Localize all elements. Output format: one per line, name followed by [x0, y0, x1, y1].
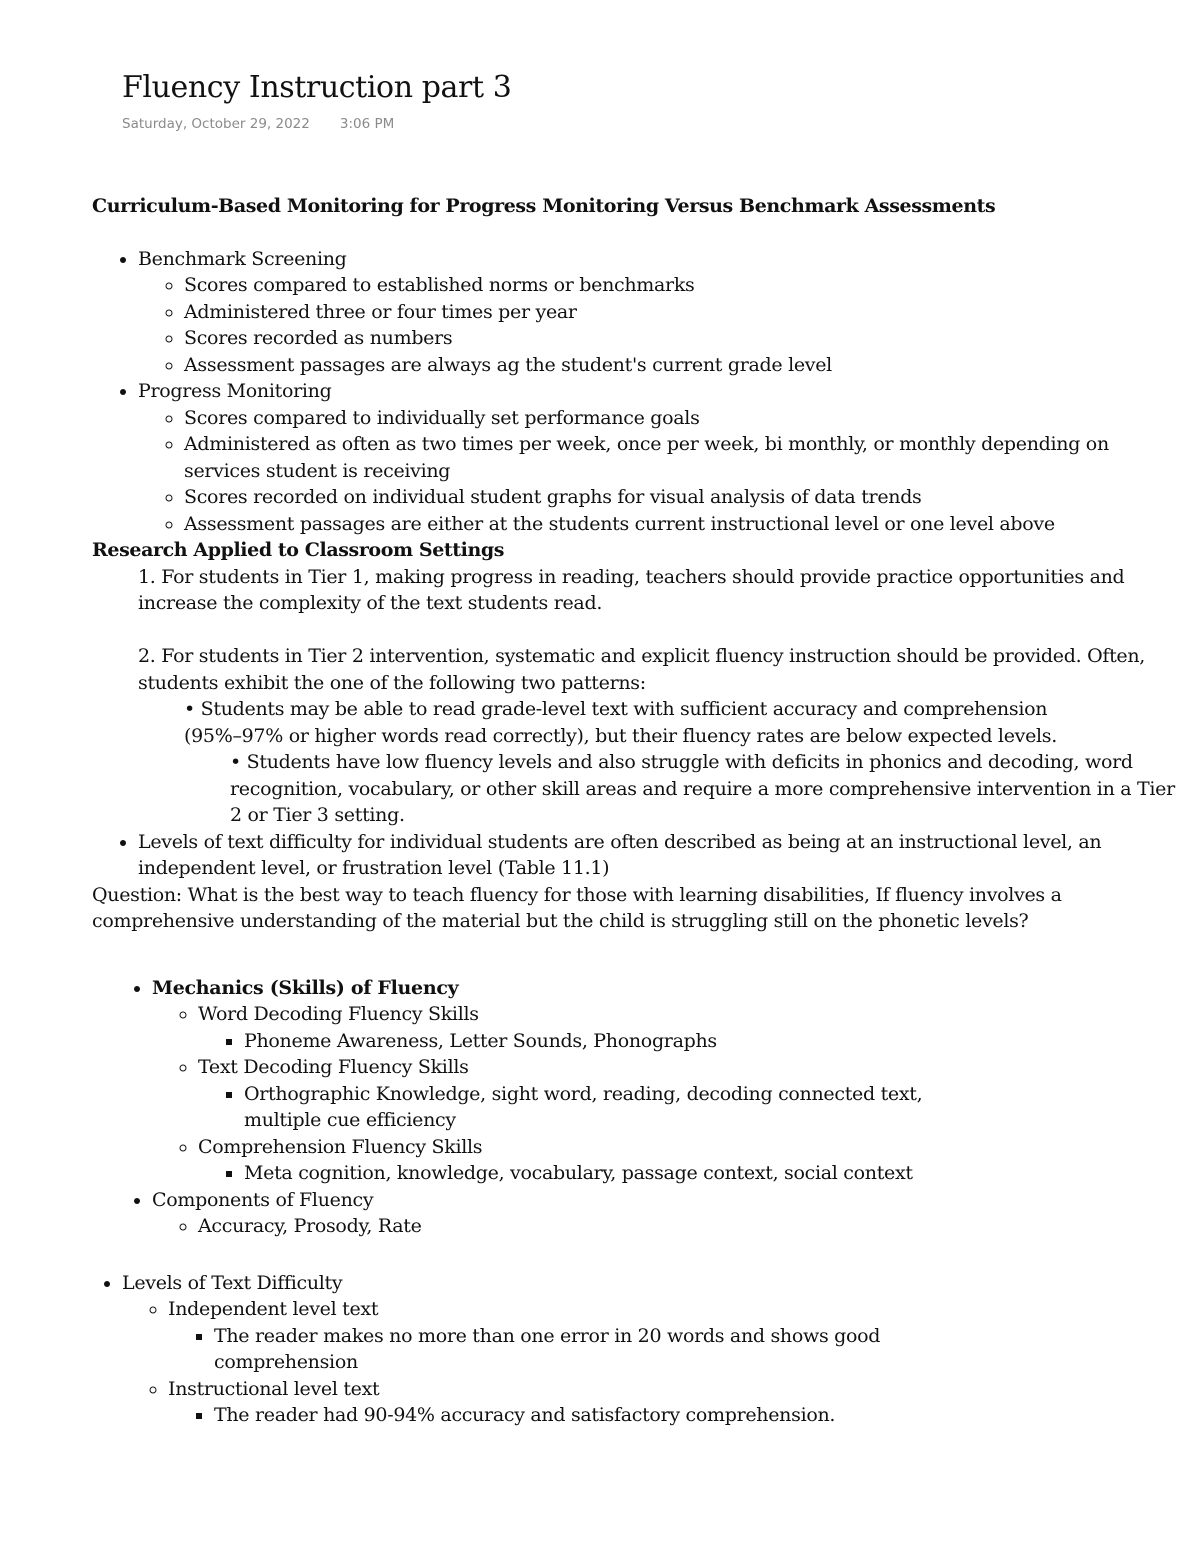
list-item: ◦ Independent level text ▪ The reader makes no more than one error in 20 words and shows good comprehension [168, 1296, 1192, 1376]
question-text: Question: What is the best way to teach fluency for those with learning disabilities, If fluency involves a comprehensive understanding of the material but the child is struggling still on the phonetic levels? [92, 883, 1062, 932]
cbm-list [92, 246, 1192, 538]
list-item: ▪ Meta cognition, knowledge, vocabulary, passage context, social context [244, 1160, 1192, 1187]
levels-list [92, 1270, 1192, 1429]
page-time: 3:06 PM [339, 116, 395, 132]
section-heading-research: Research Applied to Classroom Settings [92, 539, 505, 561]
list-item: ◦ Word Decoding Fluency Skills ▪ Phoneme Awareness, Letter Sounds, Phonographs [198, 1001, 1192, 1054]
note-body [92, 193, 1192, 1429]
list-item: • Progress Monitoring ◦ Scores compared to individually set performance goals ◦ Administered as often as two times per week, once per week, bi monthly, or monthly depending on services student is receiving ◦ Scores recorded on individual student graphs for visual analysis of data trends ◦ Assessment passages are either at the students current instructional level or one level above [138, 378, 1192, 537]
list-item: • Levels of text difficulty for individual students are often described as being at an instructional level, an independent level, or frustration level (Table 11.1) [138, 829, 1192, 882]
list-item: • Levels of Text Difficulty ◦ Independent level text ▪ The reader makes no more than one error in 20 words and shows good comprehension ◦ Instructional level text ▪ The reader had 90-94% accuracy and satisfactory comprehension. [122, 1270, 1192, 1429]
list-item: ◦ Accuracy, Prosody, Rate [198, 1213, 1192, 1240]
research-pattern-2: • Students have low fluency levels and also struggle with deficits in phonics and decoding, word recognition, vocabulary, or other skill areas and require a more comprehensive intervention in a Tier 2 or Tier 3 setting. [230, 751, 1175, 826]
list-item: ◦ Administered three or four times per year [184, 299, 1192, 326]
research-pattern-1: • Students may be able to read grade-level text with sufficient accuracy and comprehension (95%–97% or higher words read correctly), but their fluency rates are below expected levels. [184, 698, 1057, 747]
research-point-1: 1. For students in Tier 1, making progress in reading, teachers should provide practice opportunities and increase the complexity of the text students read. [138, 565, 1125, 614]
page-timestamp [122, 116, 394, 132]
list-item: ◦ Assessment passages are either at the students current instructional level or one level above [184, 511, 1192, 538]
list-item: ◦ Comprehension Fluency Skills ▪ Meta cognition, knowledge, vocabulary, passage context, social context [198, 1134, 1192, 1187]
levels-note-list [92, 829, 1192, 882]
page-title: Fluency Instruction part 3 [122, 70, 512, 105]
list-item: ▪ Orthographic Knowledge, sight word, reading, decoding connected text, multiple cue efficiency [244, 1081, 944, 1134]
list-item: ◦ Text Decoding Fluency Skills ▪ Orthographic Knowledge, sight word, reading, decoding connected text, multiple cue efficiency [198, 1054, 1192, 1134]
list-item: ◦ Scores compared to individually set performance goals [184, 405, 1192, 432]
list-item: • Components of Fluency ◦ Accuracy, Prosody, Rate [152, 1187, 1192, 1240]
list-item: ◦ Assessment passages are always ag the student's current grade level [184, 352, 1192, 379]
list-item: ◦ Scores compared to established norms or benchmarks [184, 272, 1192, 299]
list-item: ◦ Scores recorded on individual student graphs for visual analysis of data trends [184, 484, 1192, 511]
list-item: ◦ Instructional level text ▪ The reader had 90-94% accuracy and satisfactory comprehension. [168, 1376, 1192, 1429]
list-item: ▪ The reader makes no more than one error in 20 words and shows good comprehension [214, 1323, 894, 1376]
list-item: ▪ Phoneme Awareness, Letter Sounds, Phonographs [244, 1028, 1192, 1055]
section-heading-cbm: Curriculum-Based Monitoring for Progress Monitoring Versus Benchmark Assessments [92, 195, 996, 217]
list-item: • Benchmark Screening ◦ Scores compared to established norms or benchmarks ◦ Administered three or four times per year ◦ Scores recorded as numbers ◦ Assessment passages are always ag the student's current grade level [138, 246, 1192, 379]
list-item: ◦ Administered as often as two times per week, once per week, bi monthly, or monthly depending on services student is receiving [184, 431, 1192, 484]
mechanics-list [92, 975, 1192, 1240]
list-item: ◦ Scores recorded as numbers [184, 325, 1192, 352]
page-date: Saturday, October 29, 2022 [122, 116, 310, 132]
research-point-2: 2. For students in Tier 2 intervention, systematic and explicit fluency instruction should be provided. Often, students exhibit the one of the following two patterns: [138, 645, 1146, 694]
list-item: • Mechanics (Skills) of Fluency ◦ Word Decoding Fluency Skills ▪ Phoneme Awareness, Letter Sounds, Phonographs ◦ Text Decoding Fluency Skills ▪ Orthographic Knowledge, sight word, reading, decoding connected text, multiple cue efficiency ◦ Comprehension Fluency Skills ▪ Meta cognition, knowledge, vocabulary, passage context, social context [152, 975, 1192, 1187]
list-item: ▪ The reader had 90-94% accuracy and satisfactory comprehension. [214, 1402, 1192, 1429]
